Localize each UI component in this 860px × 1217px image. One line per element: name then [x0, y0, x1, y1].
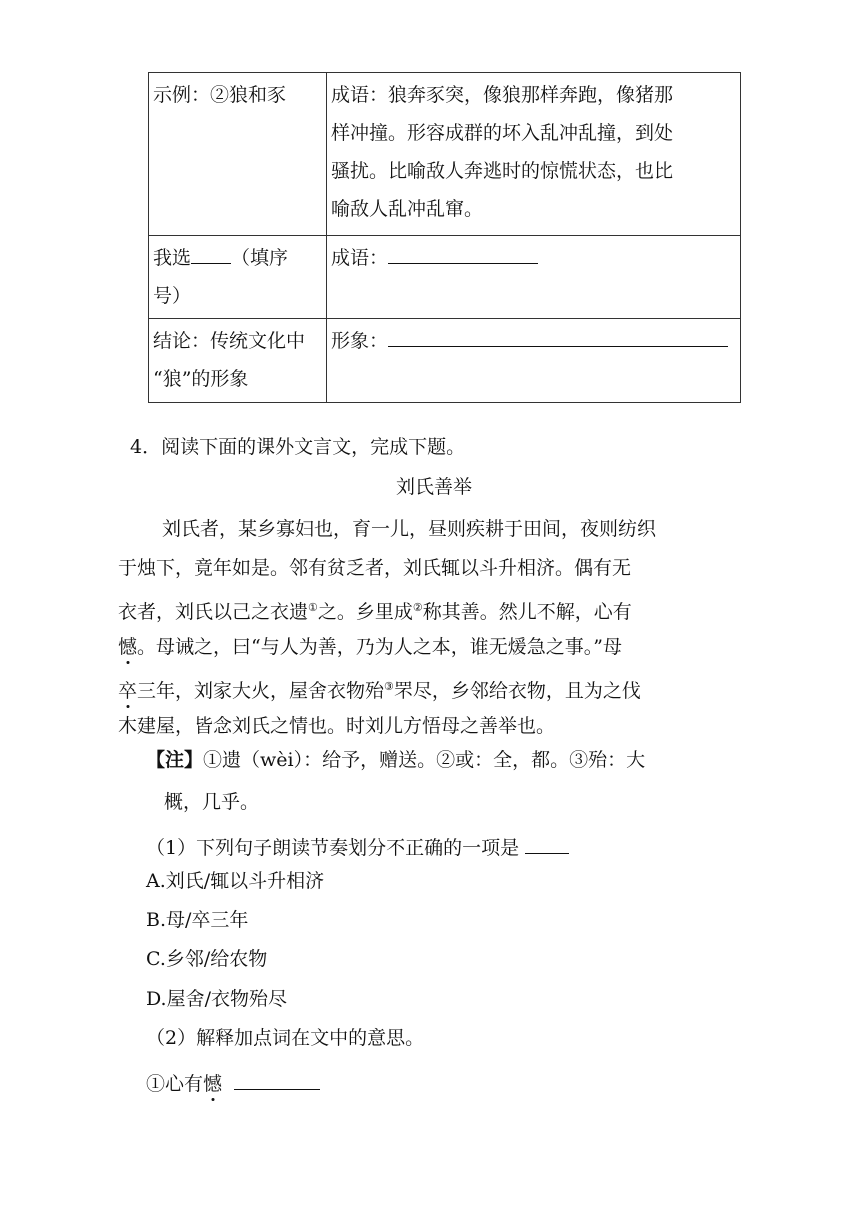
passage — [118, 514, 734, 750]
passage-text: 。母诫之，曰“与人为善，乃为人之本，谁无煖急之事。”母 — [137, 636, 622, 659]
idiom-answer-blank[interactable] — [388, 241, 538, 264]
passage-line — [118, 593, 734, 632]
table-row — [149, 73, 741, 236]
conclusion-label-cell — [149, 319, 327, 403]
passage-line — [118, 632, 734, 671]
answer-blank[interactable] — [234, 1067, 320, 1090]
option-d: D.屋舍/衣物殆尽 — [146, 988, 287, 1010]
question-heading: 4．阅读下面的课外文言文，完成下题。 — [130, 436, 466, 458]
option-c: C.乡邻/给农物 — [146, 948, 268, 970]
passage-text: 三年，刘家大火，屋舍衣物殆 — [137, 679, 385, 702]
subquestion-prompt: （1）下列句子朗读节奏划分不正确的一项是 — [146, 837, 526, 859]
note-line: 概，几乎。 — [164, 791, 260, 813]
image-answer-blank[interactable] — [388, 324, 728, 347]
example-idiom-line: 骚扰。比喻敌人奔逃时的惊慌状态，也比 — [331, 160, 674, 182]
dotted-word: 卒 — [118, 679, 138, 702]
note-text: ①遗（wèi）：给予，赠送。②或：全，都。③殆：大 — [203, 749, 646, 771]
passage-line: 木建屋，皆念刘氏之情也。时刘儿方悟母之善举也。 — [118, 714, 556, 737]
option-b: B.母/卒三年 — [146, 909, 249, 931]
passage-text: 称其善。然儿不解，心有 — [422, 600, 632, 623]
table-row — [149, 236, 741, 319]
passage-text: 罘尽，乡邻给衣物，且为之伐 — [393, 679, 641, 702]
example-idiom-cell — [327, 73, 741, 236]
subquestion-1 — [146, 831, 569, 859]
example-label-cell — [149, 73, 327, 236]
note-line — [146, 749, 645, 771]
passage-line: 刘氏者，某乡寡妇也，育一儿，昼则疾耕于田间，夜则纺织 — [162, 518, 657, 540]
choice-idiom-cell — [327, 236, 741, 319]
example-idiom-line: 样冲撞。形容成群的坏入乱冲乱撞，到处 — [331, 122, 674, 144]
image-label: 形象： — [331, 330, 389, 352]
choice-label-c: 号） — [153, 285, 192, 307]
conclusion-label-b: “狼”的形象 — [153, 368, 249, 390]
image-cell — [327, 319, 741, 403]
dotted-word: 憾 — [118, 636, 138, 659]
example-idiom-line: 喻敌人乱冲乱窜。 — [331, 198, 484, 220]
footnote-ref: ② — [412, 600, 423, 614]
passage-text: 衣者，刘氏以己之衣遗 — [118, 600, 309, 623]
subquestion-2-item — [146, 1067, 320, 1095]
choice-label-b: （填序 — [231, 247, 289, 269]
choice-label-a: 我选 — [153, 247, 192, 269]
passage-text: 之。乡里成 — [317, 600, 413, 623]
choice-number-blank[interactable] — [191, 241, 231, 264]
note-bracket: 【注】 — [146, 749, 204, 771]
answer-blank[interactable] — [525, 831, 569, 854]
option-a: A.刘氏/辄以斗升相济 — [146, 870, 325, 892]
dotted-word: 憾 — [203, 1073, 223, 1095]
example-idiom-line: 成语：狼奔豕突，像狼那样奔跑，像猪那 — [331, 84, 674, 106]
footnote-ref: ③ — [384, 679, 394, 693]
conclusion-label-a: 结论：传统文化中 — [153, 330, 306, 352]
idiom-table — [148, 72, 741, 403]
footnote-ref: ① — [308, 600, 318, 614]
table-row — [149, 319, 741, 403]
subquestion-2: （2）解释加点词在文中的意思。 — [146, 1027, 425, 1049]
example-label: 示例：②狼和豕 — [153, 84, 287, 106]
passage-title: 刘氏善举 — [396, 476, 473, 498]
idiom-label: 成语： — [331, 247, 389, 269]
item-text: ①心有 — [146, 1073, 204, 1095]
choice-label-cell — [149, 236, 327, 319]
passage-line: 于烛下，竟年如是。邻有贫乏者，刘氏辄以斗升相济。偶有无 — [118, 557, 632, 580]
passage-line — [118, 672, 734, 711]
